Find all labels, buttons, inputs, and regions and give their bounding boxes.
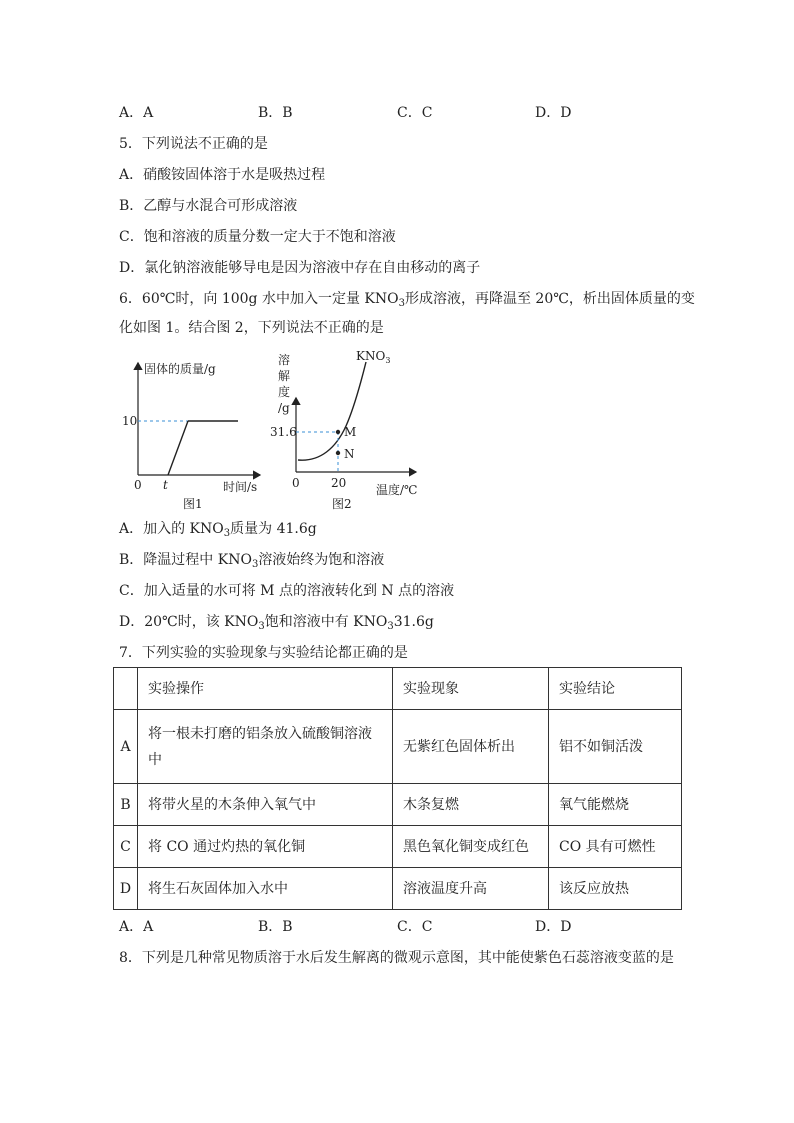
fig2-origin: 0: [292, 476, 300, 490]
table-header-operation: 实验操作: [138, 668, 393, 710]
q7-experiment-table: [113, 667, 682, 910]
q5-option-a: A．硝酸铵固体溶于水是吸热过程: [119, 167, 326, 183]
row-letter: C: [114, 826, 138, 868]
row-phenomenon: 溶液温度升高: [393, 868, 549, 910]
table-header-blank: [114, 668, 138, 710]
fig2-y-tick: 31.6: [270, 425, 297, 439]
table-header-row: [114, 668, 682, 710]
q5-option-b: B．乙醇与水混合可形成溶液: [119, 198, 298, 214]
row-phenomenon: 黑色氧化铜变成红色: [393, 826, 549, 868]
fig1-ylabel: 固体的质量/g: [144, 362, 216, 376]
table-header-conclusion: 实验结论: [549, 668, 682, 710]
row-phenomenon: 木条复燃: [393, 784, 549, 826]
fig1-caption: 图1: [183, 497, 203, 511]
fig1-y-value: 10: [122, 414, 138, 428]
fig1-origin: 0: [134, 478, 142, 492]
fig1-t-label: t: [163, 478, 168, 492]
fig2-ylabel-2: 解: [278, 369, 291, 383]
fig1-xlabel: 时间/s: [223, 480, 258, 494]
fig2-curve-label: $KNO_3$: [356, 349, 391, 365]
q7-stem: 7．下列实验的实验现象与实验结论都正确的是: [119, 645, 408, 661]
row-conclusion: 铝不如铜活泼: [549, 710, 682, 784]
table-row: [114, 868, 682, 910]
q6-option-c: C．加入适量的水可将 M 点的溶液转化到 N 点的溶液: [119, 583, 455, 599]
figure-1: [118, 355, 268, 515]
q4-option-a: A．A: [119, 105, 154, 121]
q5-option-c: C．饱和溶液的质量分数一定大于不饱和溶液: [119, 229, 396, 245]
q5-option-d: D．氯化钠溶液能够导电是因为溶液中存在自由移动的离子: [119, 260, 481, 276]
table-row: [114, 826, 682, 868]
fig2-ylabel-1: 溶: [278, 353, 291, 367]
fig2-solubility-curve: [298, 362, 366, 460]
fig2-ylabel-4: /g: [278, 401, 290, 415]
row-phenomenon: 无紫红色固体析出: [393, 710, 549, 784]
row-operation: 将一根未打磨的铝条放入硫酸铜溶液中: [138, 710, 393, 784]
row-conclusion: 该反应放热: [549, 868, 682, 910]
table-row: [114, 784, 682, 826]
fig2-x-tick: 20: [331, 476, 347, 490]
row-letter: B: [114, 784, 138, 826]
fig2-ylabel-3: 度: [278, 385, 291, 399]
row-letter: A: [114, 710, 138, 784]
q6-option-d: D．20℃时，该 $KNO_3$饱和溶液中有 $KNO_331.6g$: [119, 614, 434, 632]
row-operation: 将生石灰固体加入水中: [138, 868, 393, 910]
fig2-point-m-label: M: [344, 425, 357, 439]
q7-option-b: B．B: [258, 919, 293, 935]
q4-option-b: B．B: [258, 105, 293, 121]
fig2-point-m: [336, 430, 340, 434]
table-row: [114, 710, 682, 784]
row-operation: 将 CO 通过灼热的氧化铜: [138, 826, 393, 868]
table-header-phenomenon: 实验现象: [393, 668, 549, 710]
row-conclusion: 氧气能燃烧: [549, 784, 682, 826]
fig1-rising-line: [168, 421, 188, 475]
row-conclusion: CO 具有可燃性: [549, 826, 682, 868]
fig2-point-n: [336, 451, 340, 455]
q6-option-a: A．加入的 $KNO_3$质量为 41.6g: [119, 521, 317, 539]
q6-stem-line2: 化如图 1。结合图 2，下列说法不正确的是: [119, 320, 384, 336]
q6-option-b: B．降温过程中 $KNO_3$溶液始终为饱和溶液: [119, 552, 385, 570]
row-letter: D: [114, 868, 138, 910]
q6-stem-line1: 6．60℃时，向 100g 水中加入一定量 $KNO_3$形成溶液，再降温至 20℃，析出固体质量的变: [119, 291, 695, 309]
q7-option-c: C．C: [397, 919, 433, 935]
figure-2: [268, 348, 428, 516]
q5-stem: 5．下列说法不正确的是: [119, 136, 268, 152]
row-operation: 将带火星的木条伸入氧气中: [138, 784, 393, 826]
q7-option-a: A．A: [119, 919, 154, 935]
fig2-point-n-label: N: [344, 447, 355, 461]
q4-option-c: C．C: [397, 105, 433, 121]
fig2-caption: 图2: [332, 497, 352, 511]
q4-option-d: D．D: [535, 105, 572, 121]
q8-stem: 8．下列是几种常见物质溶于水后发生解离的微观示意图，其中能使紫色石蕊溶液变蓝的是: [119, 950, 674, 966]
q7-option-d: D．D: [535, 919, 572, 935]
fig2-xlabel: 温度/℃: [376, 483, 418, 497]
